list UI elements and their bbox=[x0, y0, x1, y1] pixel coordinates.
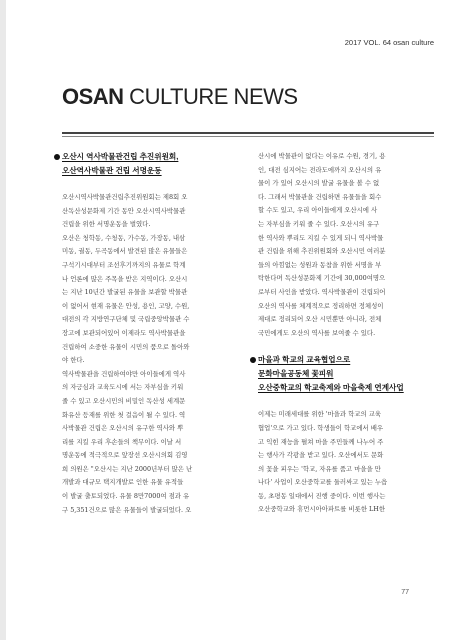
page-spine-shadow bbox=[0, 0, 6, 640]
bullet-icon bbox=[54, 154, 60, 160]
article1-continued bbox=[258, 150, 438, 340]
text-line: 오산시역사박물관건립추진위원회는 제8회 오 bbox=[62, 193, 188, 201]
text-line: 는 행사가 각광을 받고 있다. 오산에서도 문화 bbox=[258, 451, 384, 460]
text-line: 리를 지킬 우리 후손들의 책무이다. 이날 서 bbox=[62, 437, 182, 446]
text-line: 관 건립을 위해 추진위원회와 오산시민 여러분 bbox=[258, 247, 386, 256]
text-line: 산독산성문화제 기간 동안 오산시역사박물관 bbox=[62, 206, 186, 215]
article1-paragraph bbox=[62, 191, 242, 232]
text-line: 사박물관 건립은 오산시의 유구한 역사와 뿌 bbox=[62, 424, 184, 433]
article1-paragraph bbox=[62, 232, 242, 368]
text-line: 오산의 역사를 체계적으로 정리하면 정체성이 bbox=[258, 301, 384, 310]
text-line: 산시에 박물관이 없다는 이유로 수원, 경기, 용 bbox=[258, 152, 386, 160]
text-line: 건립을 위한 서명운동을 벌였다. bbox=[62, 220, 151, 229]
text-line: 탁한다며 독산성문화제 기간에 30,000여명으 bbox=[258, 274, 386, 283]
text-line: 구 5,351건으로 많은 유물들이 발굴되었다. 오 bbox=[62, 505, 192, 514]
heading-line: 오산역사박물관 건립 서명운동 bbox=[62, 166, 162, 175]
left-column bbox=[62, 150, 242, 517]
text-line: 나다' 사업이 오산중학교를 둘러싸고 있는 누읍 bbox=[258, 478, 388, 487]
text-line: 오산은 청학동, 수청동, 가수동, 가장동, 내삼 bbox=[62, 233, 186, 242]
text-line: 는 자부심을 키워 줄 수 있다. 오산시의 유구 bbox=[258, 219, 380, 228]
right-column bbox=[258, 150, 438, 517]
text-line: 협업'으로 가고 있다. 학생들이 학교에서 배우 bbox=[258, 423, 384, 432]
text-line: 건립하여 소중한 유물이 시민의 품으로 돌아와 bbox=[62, 342, 190, 351]
title-bold: OSAN bbox=[62, 84, 124, 109]
heading-line: 오산중학교의 학교축제와 마을축제 연계사업 bbox=[258, 383, 404, 393]
text-line: 이 없어서 현재 유물은 안성, 용인, 고양, 수원, bbox=[62, 301, 190, 310]
text-line: 로부터 사인을 받았다. 역사박물관이 건립되어 bbox=[258, 287, 386, 296]
heading-line: 오산시 역사박물관건립 추진위원회, bbox=[62, 152, 179, 161]
article1-paragraph bbox=[62, 368, 242, 518]
text-line: 장고에 보관되어있어 이제라도 역사박물관을 bbox=[62, 328, 186, 337]
heading-line: 마을과 학교의 교육협업으로 bbox=[258, 355, 351, 365]
text-line: 다. 그래서 박물관을 건립하면 유물들을 회수 bbox=[258, 192, 382, 201]
text-line: 할 수도 있고, 우리 아이들에게 오산시에 사 bbox=[258, 206, 378, 215]
bullet-icon bbox=[250, 357, 256, 363]
text-line: 야 한다. bbox=[62, 356, 85, 365]
section-title bbox=[62, 84, 298, 110]
text-line: 미동, 궐동, 두곡동에서 발견된 많은 유물들은 bbox=[62, 247, 188, 256]
text-line: 물이 가 있어 오산시의 발굴 유물을 볼 수 없 bbox=[258, 179, 380, 188]
text-line: 개발과 대규모 택지개발로 인한 유물 유적들 bbox=[62, 478, 184, 487]
text-line: 이 발굴 출토되었다. 유물 8만7000여 점과 유 bbox=[62, 492, 190, 501]
article1-heading bbox=[62, 150, 242, 178]
text-line: 한 역사와 뿌리도 지킬 수 있게 되니 역사박물 bbox=[258, 233, 384, 242]
title-rule-thick bbox=[62, 132, 434, 134]
text-line: 의 자긍심과 교육도시에 서는 자부심을 키워 bbox=[62, 383, 184, 392]
text-line: 제대로 정리되어 오산 시민뿐만 아니라, 전체 bbox=[258, 315, 382, 324]
title-light: CULTURE NEWS bbox=[123, 84, 298, 109]
text-line: 줄 수 있고 오산시민의 비밀인 독산성 세계문 bbox=[62, 396, 186, 405]
text-line: 구석기시대부터 조선후기까지의 유물로 학계 bbox=[62, 260, 186, 269]
heading-line: 문화마을공동체 꽃피워 bbox=[258, 369, 334, 379]
text-line: 화유산 등재를 위한 첫 걸음이 될 수 있다. 역 bbox=[62, 410, 186, 419]
text-line: 오산중학교와 휴먼시아아파트를 비롯한 LH한 bbox=[258, 505, 386, 514]
text-line: 대전의 각 지방연구단체 및 국립중앙박물관 수 bbox=[62, 315, 190, 324]
title-rule-thin bbox=[62, 136, 434, 137]
page-number: 77 bbox=[401, 589, 409, 596]
article2-heading bbox=[258, 353, 438, 395]
text-line: 들의 아낌없는 성원과 동참을 위한 서명을 부 bbox=[258, 260, 382, 269]
text-line: 명운동에 적극적으로 앞장선 오산시의회 김영 bbox=[62, 451, 188, 460]
text-line: 의 꽃을 피우는 '학교, 자유를 품고 마을을 만 bbox=[258, 464, 381, 473]
text-line: 동, 초평동 일대에서 진행 중이다. 이번 행사는 bbox=[258, 491, 386, 500]
text-line: 역사박물관을 건립하여야만 아이들에게 역사 bbox=[62, 369, 186, 378]
text-line: 는 지난 10년간 발굴된 유물을 보관할 박물관 bbox=[62, 288, 188, 297]
issue-header: 2017 VOL. 64 osan culture bbox=[344, 38, 434, 47]
text-line: 국민에게도 오산의 역사를 보여줄 수 있다. bbox=[258, 328, 376, 337]
text-line: 인, 대전 심지어는 전라도에까지 오산시의 유 bbox=[258, 165, 382, 174]
text-line: 고 익힌 재능을 펼쳐 마을 주민들께 나누어 주 bbox=[258, 437, 384, 446]
text-line: 희 의원은 "오산시는 지난 2000년부터 많은 난 bbox=[62, 464, 193, 473]
text-line: 나 언론에 많은 주목을 받은 지역이다. 오산시 bbox=[62, 274, 188, 283]
article2-paragraph bbox=[258, 408, 438, 517]
text-line: 이제는 미래세대를 위한 '마을과 학교의 교육 bbox=[258, 410, 382, 419]
